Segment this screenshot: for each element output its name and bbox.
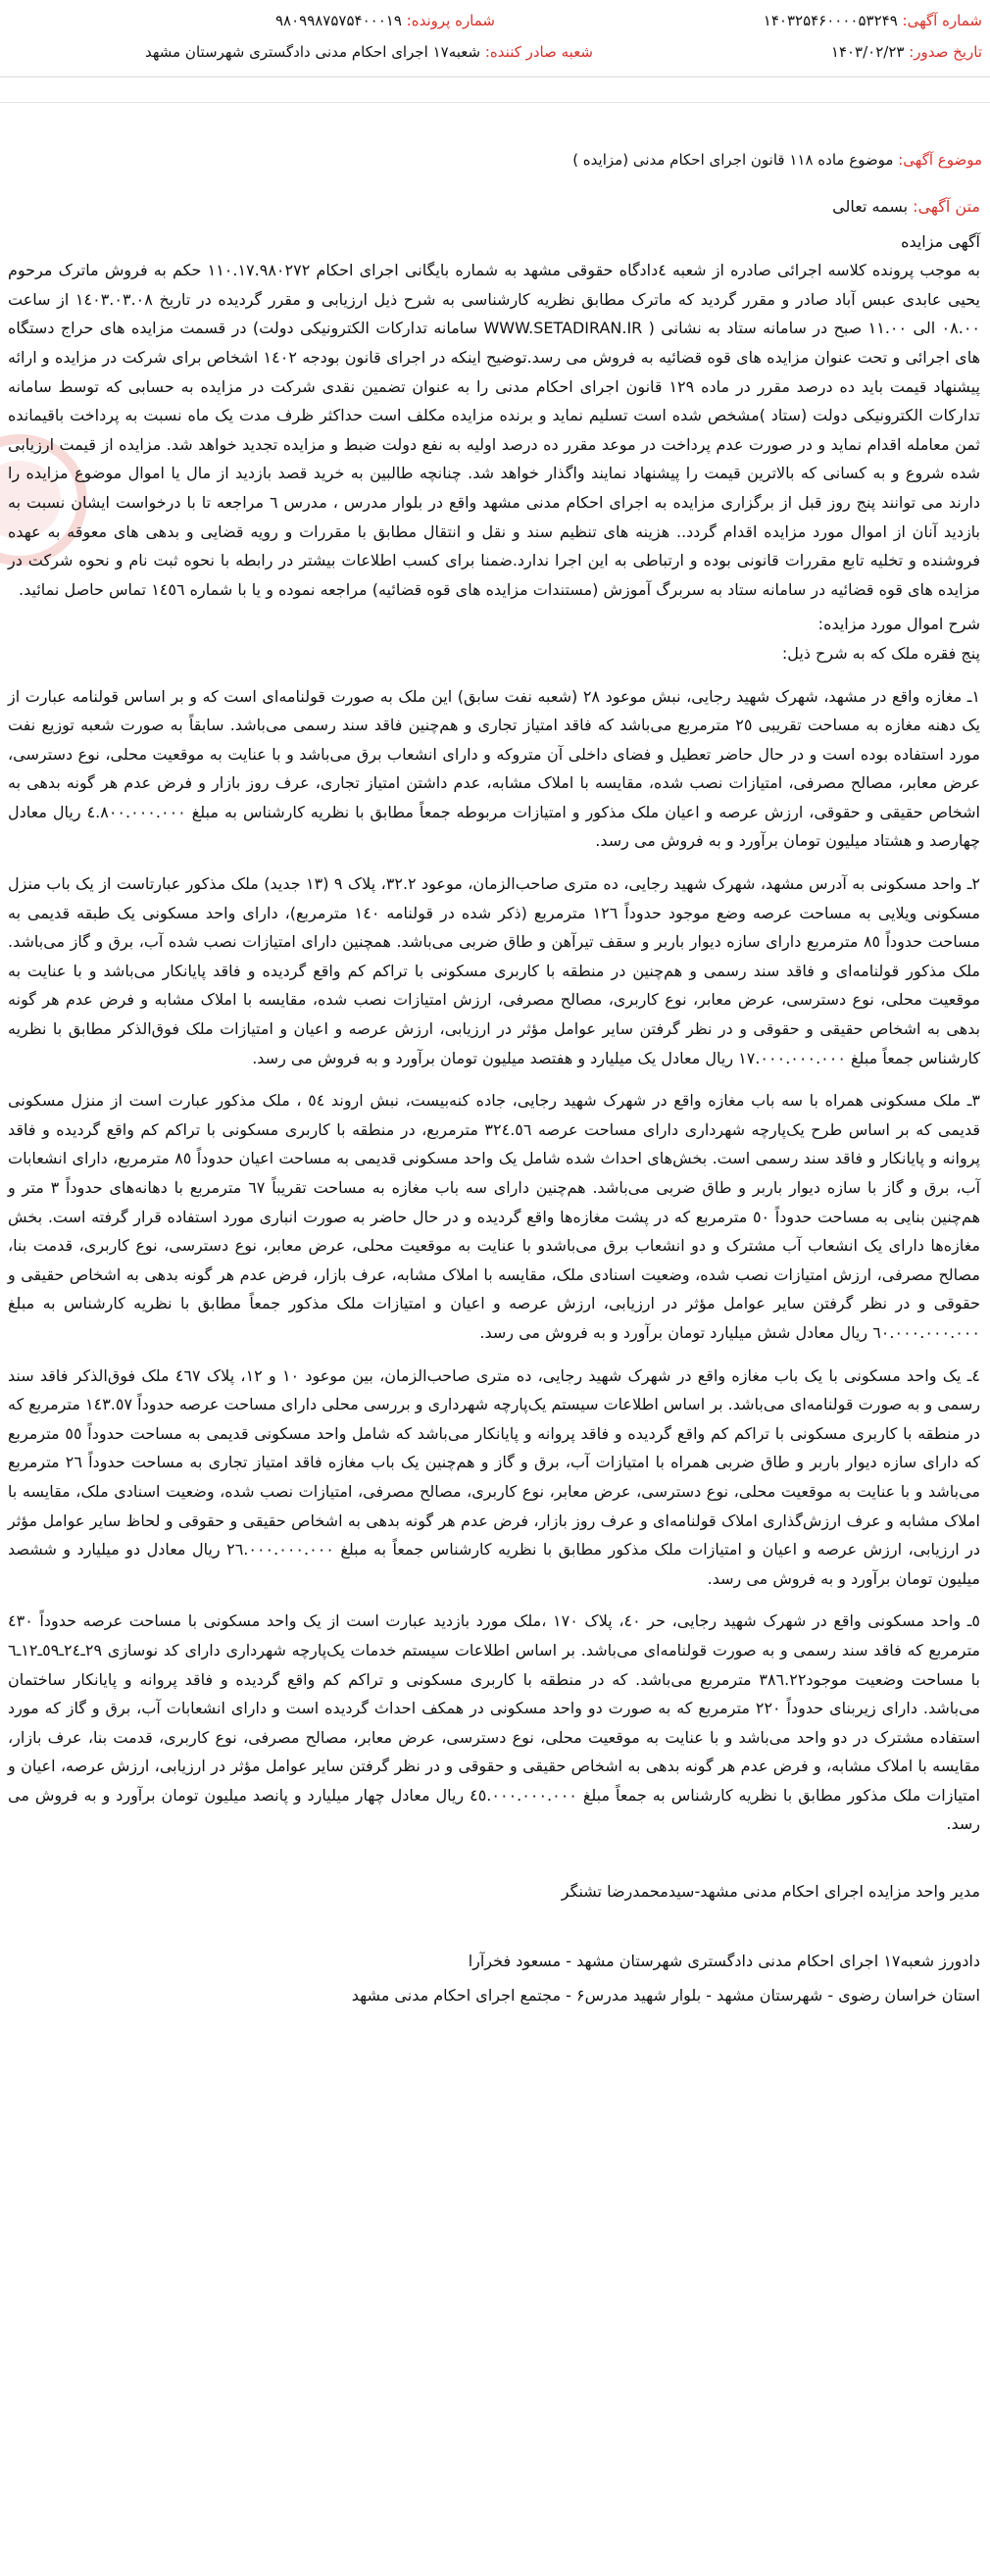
signature-auction-manager: مدیر واحد مزایده اجرای احکام مدنی مشهد-سیدمحمدرضا تشنگر (561, 1882, 980, 1902)
signature-enforcement-officer: دادورز شعبه۱۷ اجرای احکام مدنی دادگستری شهرستان مشهد - مسعود فخرآرا (468, 1952, 980, 1971)
asset-item-5: ٥ـ واحد مسکونی واقع در شهرک شهید رجایی، حر ٤٠، پلاک ١٧٠ ،ملک مورد بازدید عبارت است از یک واحد مسکونی با مساحت عرصه حدوداً ٤٣٠ مترمربع که فاقد سند رسمی و به صورت قولنامه‌ای می‌باشد. بر اساس اطلاعات سیستم خدمات یک‌پارچه شهرداری دارای کد نوسازی ٢٩ـ٢٤ـ٥٩ـ١٢ـ٦ با مساحت وضعیت موجود٣٨٦.٢٢ مترمربع می‌باشد. که در منطقه با کاربری مسکونی و تراکم کم واقع گردیده و فاقد پروانه و پایانکار ساختمان می‌باشد. دارای زیربنای حدوداً ٢٢٠ مترمربع که به صورت دو واحد مسکونی در همکف احداث گردیده است و دارای انشعابات آب، برق و گاز که مورد استفاده مشترک در دو واحد می‌باشد و با عنایت به موقعیت محلی، نوع دسترسی، عرض معابر، مصالح مصرفی، نوع کاربری، قدمت بنا، عرف بازار، مقایسه با املاک مشابه، و فرض عدم هر گونه بدهی به اشخاص حقیقی و حقوقی و در نظر گرفتن سایر عوامل مؤثر در ارزیابی، ارزش عرصه، اعیان و امتیازات ملک مذکور مطابق با نظریه کارشناس به جمعاً مبلغ ٤٥.٠٠٠.٠٠٠.٠٠٠ ریال معادل چهار میلیارد و پانصد میلیون تومان برآورد و به فروش می رسد. (8, 1611, 981, 1834)
asset-item-4: ٤ـ یک واحد مسکونی با یک باب مغازه واقع در شهرک شهید رجایی، ده متری صاحب‌الزمان، بین موعود ١٠ و ١٢، پلاک ٤٦٧ ملک فوق‌الذکر فاقد سند رسمی و به صورت قولنامه‌ای می‌باشد. بر اساس اطلاعات سیستم یک‌پارچه شهرداری و بررسی محلی دارای مساحت عرصه حدوداً ١٤٣.٥٧ مترمربع که در منطقه با کاربری مسکونی با تراکم کم واقع گردیده و فاقد پروانه و پایانکار می‌باشد که شامل واحد مسکونی قدیمی به مساحت حدوداً ٥٥ مترمربع که دارای سازه دیوار باربر و طاق ضربی همراه با امتیازات آب، برق و گاز و هم‌چنین یک باب مغازه فاقد امتیاز تجاری به مساحت حدوداً ٢٦ مترمربع می‌باشد و با عنایت به موقعیت محلی، نوع دسترسی، عرض معابر، نوع کاربری، مصالح مصرفی، امتیازات نصب شده، وضعیت اسنادی ملک، مقایسه با املاک مشابه و عرف ارزش‌گذاری املاک قولنامه‌ای و عرف روز بازار، فرض عدم هر گونه بدهی به اشخاص حقیقی و حقوقی و لحاظ سایر عوامل مؤثر در ارزیابی، ارزش عرصه و اعیان و امتیازات ملک مذکور مطابق با نظریه کارشناس جمعاً به مبلغ ٢٦.٠٠٠.٠٠٠.٠٠٠ ریال معادل دو میلیارد و ششصد میلیون تومان برآورد و به فروش می رسد. (8, 1365, 981, 1588)
ad-body (8, 192, 980, 2013)
issue-date-label: تاریخ صدور: (909, 43, 982, 61)
issue-date-value: ۱۴۰۳/۰۲/۲۳ (830, 43, 905, 61)
topic-row (572, 149, 982, 171)
topic-value: موضوع ماده ۱۱۸ قانون اجرای احکام مدنی (مزایده ) (572, 151, 894, 169)
opening-invocation: بسمه تعالی (832, 197, 909, 216)
ad-text-row (8, 192, 980, 222)
header-divider (0, 76, 990, 77)
issue-date-row (831, 41, 982, 63)
issuing-branch-label: شعبه صادر کننده: (484, 43, 593, 61)
ad-number-label: شماره آگهی: (902, 12, 982, 29)
asset-item-2: ٢ـ واحد مسکونی به آدرس مشهد، شهرک شهید رجایی، ده متری صاحب‌الزمان، موعود ٣٢.٢، پلاک ٩ (١٣ جدید) ملک مذکور عبارتاست از یک باب منزل مسکونی ویلایی به مساحت عرصه وضع موجود حدوداً ١٢٦ مترمربع (ذکر شده در قولنامه ١٤٠ مترمربع)، دارای واحد مسکونی یک طبقه قدیمی به مساحت حدوداً ٨٥ مترمربع دارای سازه دیوار باربر و سقف تیرآهن و طاق ضربی می‌باشد. همچنین دارای امتیازات نصب شده آب، برق و گاز می‌باشد. ملک مذکور قولنامه‌ای و فاقد سند رسمی و هم‌چنین در منطقه با کاربری مسکونی با تراکم کم واقع گردیده و فاقد پایانکار می‌باشد و با عنایت به موقعیت محلی، نوع دسترسی، عرض معابر، نوع کاربری، مصالح مصرفی، ارزش امتیازات نصب شده، مقایسه با املاک مشابه و فرض عدم هر گونه بدهی به اشخاص حقیقی و حقوقی و در نظر گرفتن سایر عوامل مؤثر در ارزیابی، ارزش عرصه و اعیان و امتیازات ملک فوق‌الذکر مطابق با نظریه کارشناس جمعاً مبلغ ١٧.٠٠٠.٠٠٠.٠٠٠ ریال معادل یک میلیارد و هفتصد میلیون تومان برآورد و به فروش می رسد. (8, 874, 981, 1067)
asset-item-1: ١ـ مغازه واقع در مشهد، شهرک شهید رجایی، نبش موعود ٢٨ (شعبه نفت سابق) این ملک به صورت قولنامه‌ای است که و بر اساس قولنامه عبارت از یک دهنه مغازه به مساحت تقریبی ٢٥ مترمربع می‌باشد که فاقد امتیاز تجاری و هم‌چنین فاقد سند رسمی می‌باشد. سابقاً به صورت شعبه توزیع نفت مورد استفاده بوده است و در حال حاضر تعطیل و فضای داخلی آن متروکه و دارای انشعاب برق می‌باشد و با عنایت به موقعیت محلی، نوع دسترسی، عرض معابر، مصالح مصرفی، امتیازات نصب شده، مقایسه با املاک مشابه، عدم داشتن امتیاز تجاری، عرف روز بازار و فرض عدم هر گونه بدهی به اشخاص حقیقی و حقوقی، ارزش عرصه و اعیان ملک مذکور و امتیازات مربوطه جمعاً مطابق با نظریه کارشناس به مبلغ ٤.٨٠٠.٠٠٠.٠٠٠ ریال معادل چهارصد و هشتاد میلیون تومان برآورد و به فروش می رسد. (8, 686, 981, 851)
ad-number-row (764, 10, 982, 31)
case-number-row (275, 10, 495, 31)
ad-heading: آگهی مزایده (901, 231, 980, 251)
signature-address: استان خراسان رضوی - شهرستان مشهد - بلوار شهید مدرس۶ - مجتمع اجرای احکام مدنی مشهد (351, 1986, 980, 2006)
case-number-value: ۹۸۰۹۹۸۷۵۷۵۴۰۰۰۱۹ (274, 12, 402, 29)
ad-number-value: ۱۴۰۳۲۵۴۶۰۰۰۰۵۳۲۴۹ (763, 12, 898, 29)
issuing-branch-row (145, 41, 593, 63)
case-number-label: شماره پرونده: (406, 12, 495, 29)
intro-paragraph: به موجب پرونده کلاسه اجرائی صادره از شعبه ٤دادگاه حقوقی مشهد به شماره بایگانی اجرای احکام ١١٠.١٧.٩٨٠٢٧٢ حکم به فروش ماترک مرحوم یحیی عابدی عبس آباد صادر و مقرر گردید که ماترک مطابق نظریه کارشناسی به شرح ذیل ارزیابی و مقرر گردیده در تاریخ ١٤٠٣.٠٣.٠٨ از ساعت ٠٨.٠٠ الی ١١.٠٠ صبح در سامانه ستاد به نشانی ( WWW.SETADIRAN.IR سامانه تدارکات الکترونیکی دولت) در قسمت مزایده های حراج دستگاه های اجرائی و تحت عنوان مزایده های قوه قضائیه به فروش می رسد.توضیح اینکه در اجرای قانون بودجه ١٤٠٢ اشخاص برای شرکت در مزایده و ارائه پیشنهاد قیمت باید ده درصد مقرر در ماده ١٢٩ قانون اجرای احکام مدنی را به عنوان تضمین نقدی شرکت در مزایده به حسابی که توسط سامانه تدارکات الکترونیکی دولت (ستاد )مشخص شده است تسلیم نماید و برنده مزایده مکلف است حداکثر ظرف مدت یک ماه نسبت به پرداخت باقیمانده ثمن معامله اقدام نماید و در صورت عدم پرداخت در موعد مقرر ده درصد اولیه به نفع دولت ضبط و مزایده تجدید خواهد شد. مزایده از قیمت ارزیابی شده شروع و به کسانی که بالاترین قیمت را پیشنهاد نمایند واگذار خواهد شد. چنانچه طالبین به خرید قصد بازدید از مال یا اموال موضوع مزایده را دارند می توانند پنج روز قبل از برگزاری مزایده به اجرای احکام مدنی مشهد واقع در بلوار مدرس ، مدرس ٦ مراجعه تا با درخواست ایشان نسبت به بازدید آنان از اموال مورد مزایده اقدام گردد.. هزینه های تنظیم سند و نقل و انتقال مطابق با مقررات و رویه قضایی و بدهی های معوقه به عهده فروشنده و تخلیه تابع مقررات قانونی بوده و ارتباطی به این اجرا ندارد.ضمنا برای کسب اطلاعات بیشتر در رابطه با نحوه ثبت نام و نحوه شرکت در مزایده های قوه قضائیه در سامانه ستاد به سربرگ آموزش (مستندات مزایده های قوه قضائیه) مراجعه نموده و یا با شماره ١٤٥٦ تماس حاصل نمائید. (8, 261, 981, 599)
topic-divider (0, 102, 990, 103)
ad-text-label: متن آگهی: (913, 197, 980, 216)
issuing-branch-value: شعبه۱۷ اجرای احکام مدنی دادگستری شهرستان مشهد (144, 43, 481, 61)
assets-intro: پنج فقره ملک که به شرح ذیل: (781, 643, 980, 663)
topic-label: موضوع آگهی: (898, 151, 982, 169)
assets-heading: شرح اموال مورد مزایده: (817, 615, 980, 634)
asset-item-3: ٣ـ ملک مسکونی همراه با سه باب مغازه واقع در شهرک شهید رجایی، جاده کنه‌بیست، نبش اروند ٥٤ ، ملک مذکور عبارت است از منزل مسکونی قدیمی که بر اساس طرح یک‌پارچه شهرداری دارای مساحت عرصه ٣٢٤.٥٦ مترمربع، در منطقه با کاربری مسکونی با تراکم کم واقع گردیده و فاقد پروانه و پایانکار و فاقد سند رسمی است. بخش‌های احداث شده شامل یک واحد مسکونی قدیمی به مساحت اعیان حدوداً ٨٥ مترمربع، دارای انشعابات آب، برق و گاز با سازه دیوار باربر و طاق ضربی می‌باشد. هم‌چنین دارای سه باب مغازه به مساحت تقریباً ٦٧ مترمربع با دهانه‌های حدوداً ٣ متر و هم‌چنین بنایی به مساحت حدوداً ٥٠ مترمربع که در پشت مغازه‌ها واقع گردیده و در حال حاضر به صورت انباری مورد استفاده قرار گرفته است. بخش مغازه‌ها دارای یک انشعاب آب مشترک و دو انشعاب برق می‌باشدو با عنایت به موقعیت محلی، عرض معابر، نوع دسترسی، نوع کاربری، قدمت بنا، مصالح مصرفی، ارزش امتیازات نصب شده، وضعیت اسنادی ملک، مقایسه با املاک مشابه، عرف بازار، فرض عدم هر گونه بدهی به اشخاص حقیقی و حقوقی و در نظر گرفتن سایر عوامل مؤثر در ارزیابی، ارزش عرصه و اعیان و امتیازات ملک مذکور جمعاً مطابق با نظریه کارشناس به مبلغ ٦٠.٠٠٠.٠٠٠.٠٠٠ ریال معادل شش میلیارد تومان برآورد و به فروش می رسد. (8, 1091, 981, 1342)
